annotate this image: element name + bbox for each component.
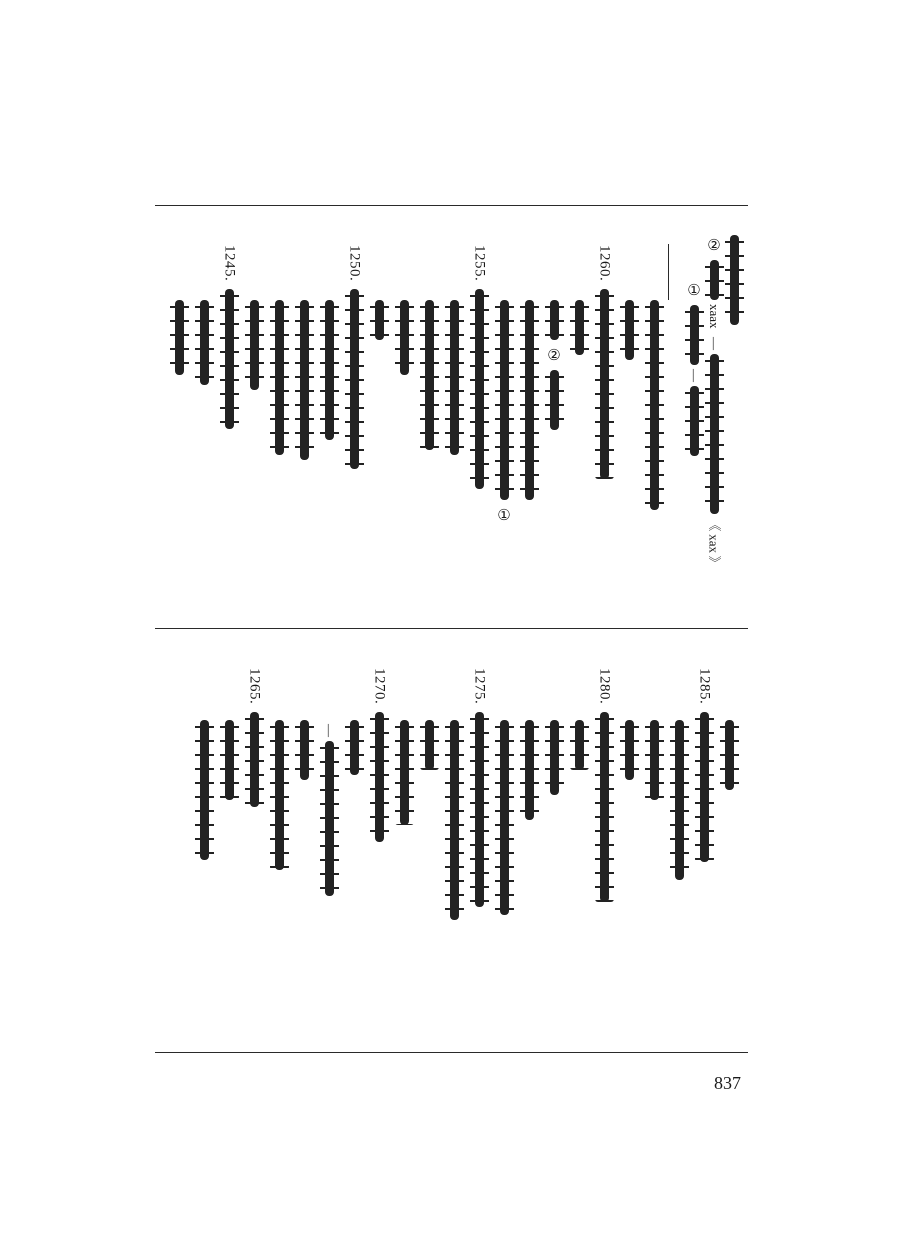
verse-line [442,300,466,455]
line-number: 1260. [596,245,613,282]
footnote-marker: ① [685,281,703,299]
mongolian-text [575,300,584,355]
verse-line [467,668,491,907]
mongolian-text [650,300,659,510]
footnote-latin-term: xaax [707,304,722,329]
verse-line [467,245,491,489]
mongolian-text [350,289,359,469]
verse-line [317,300,341,440]
footnote-dash: — [687,369,702,382]
mongolian-text [175,300,184,375]
mongolian-text [375,300,384,340]
mongolian-text [625,720,634,780]
mongolian-text [275,720,284,870]
verse-line [592,245,616,479]
verse-line [567,720,591,770]
line-number: 1270. [371,668,388,705]
line-number: 1275. [471,668,488,705]
mongolian-text [450,300,459,455]
verse-line [392,300,416,375]
footnote-reference: ① [495,506,513,524]
mongolian-text [225,289,234,429]
verse-line [617,300,641,360]
verse-line [367,668,391,842]
mongolian-text [600,289,609,479]
verse-line [217,245,241,429]
mongolian-text [710,260,719,300]
verse-line [642,720,666,800]
mongolian-text [475,712,484,907]
mongolian-text [350,720,359,775]
mongolian-text [200,720,209,860]
mongolian-text [325,741,334,896]
page-number: 837 [714,1073,741,1093]
footnote-line-2 [682,275,706,456]
verse-line [217,720,241,800]
mongolian-text [675,720,684,880]
mongolian-text [700,712,709,862]
mongolian-text [550,720,559,795]
verse-line [592,668,616,902]
verse-line [192,300,216,385]
footnote-quoted-term: 《 xax 》 [706,517,722,569]
mongolian-text [575,720,584,770]
line-number: 1285. [696,668,713,705]
verse-line [417,720,441,770]
footnote-separator [668,244,669,300]
mongolian-text [300,720,309,780]
footnote-dash: — [707,336,722,350]
verse-line [292,300,316,460]
mongolian-text [690,305,699,365]
verse-line [267,720,291,870]
mongolian-text [550,370,559,430]
mongolian-text [325,300,334,440]
line-number: 1265. [246,668,263,705]
mongolian-text [725,720,734,790]
footnote-marker: ② [705,236,723,254]
mongolian-text [500,720,509,915]
verse-line [517,300,541,500]
mongolian-text [400,720,409,825]
verse-line [717,720,741,790]
line-number: 1255. [471,245,488,282]
top-rule [155,205,748,206]
verse-line [392,720,416,825]
mongolian-text [710,354,719,514]
mongolian-text [275,300,284,455]
verse-line [292,720,316,780]
mongolian-text [450,720,459,920]
mongolian-text [300,300,309,460]
line-number: 1245. [221,245,238,282]
verse-line [242,668,266,807]
bottom-rule [155,1052,748,1053]
verse-line [517,720,541,820]
mongolian-text [525,300,534,500]
verse-line [492,300,516,530]
middle-rule [155,628,748,629]
mongolian-text [550,300,559,340]
verse-line [667,720,691,880]
verse-line [167,300,191,375]
verse-line [692,668,716,862]
verse-line [567,300,591,355]
mongolian-text [525,720,534,820]
mongolian-text [475,289,484,489]
verse-line [342,245,366,469]
verse-line [542,300,566,430]
line-number: 1250. [346,245,363,282]
mongolian-text [500,300,509,500]
mongolian-text [650,720,659,800]
verse-line [367,300,391,340]
verse-line [267,300,291,455]
mongolian-text [250,300,259,390]
mongolian-text [400,300,409,375]
verse-line [442,720,466,920]
verse-line [242,300,266,390]
mongolian-text [425,720,434,770]
verse-line [542,720,566,795]
verse-line [642,300,666,510]
mongolian-text [425,300,434,450]
verse-line [492,720,516,915]
verse-line [342,720,366,775]
mongolian-text [730,235,739,325]
mongolian-text [375,712,384,842]
mongolian-text [625,300,634,360]
mongolian-text [250,712,259,807]
mongolian-text [200,300,209,385]
line-number: 1280. [596,668,613,705]
footnote-reference: ② [545,346,563,364]
mongolian-text [690,386,699,456]
mongolian-text [225,720,234,800]
dash: — [322,724,337,737]
verse-line [192,720,216,860]
verse-line [417,300,441,450]
mongolian-text [600,712,609,902]
verse-line [317,720,341,896]
verse-line [617,720,641,780]
